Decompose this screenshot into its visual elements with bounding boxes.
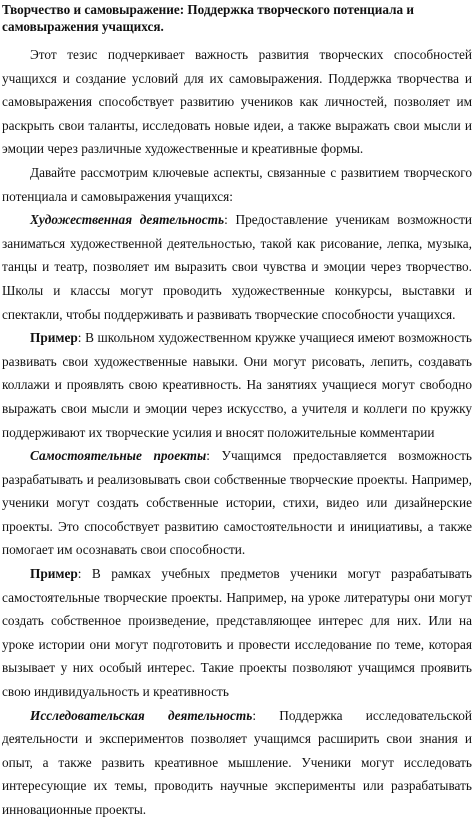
term-heading: Художественная деятельность xyxy=(30,212,225,228)
paragraph-text: : В рамках учебных предметов ученики могут разрабатывать самостоятельные творческие проекты. Например, на уроке литературы они могут создать собственное произведение, представляющее интерес для них. Или на уроке истории они могут подготовить и провести исследование по теме, которая вызывает у них особый интерес. Такие проекты позволяют учащимся проявить свою индивидуальность и креативность xyxy=(2,566,472,700)
paragraph-text: : Учащимся предоставляется возможность разрабатывать и реализовывать свои собственные творческие проекты. Например, ученики могут создать собственные истории, стихи, видео или дизайнерские проекты. Это способствует развитию самостоятельности и инициативы, а также помогает им осознавать свои способности. xyxy=(2,448,472,558)
paragraph-text: Этот тезис подчеркивает важность развития творческих способностей учащихся и создание условий для их самовыражения. Поддержка творчества и самовыражения способствует развитию учеников как личностей, позволяет им раскрыть свои таланты, исследовать новые идеи, а также выражать свои мысли и эмоции через различные художественные и креативные формы. xyxy=(2,47,472,157)
example-label: Пример xyxy=(30,330,78,346)
term-heading: Исследовательская деятельность xyxy=(30,707,253,723)
paragraph-text: Давайте рассмотрим ключевые аспекты, связанные с развитием творческого потенциала и самовыражения учащихся: xyxy=(2,164,472,204)
paragraph-text: : В школьном художественном кружке учащиеся имеют возможность развивать свои художественные навыки. Они могут рисовать, лепить, создавать коллажи и проявлять свою креативность. На занятиях учащиеся могут свободно выражать свои мысли и эмоции через искусство, а учителя и коллеги по кружку поддерживают их творческие усилия и вносят положительные комментарии xyxy=(2,330,472,440)
term-heading: Самостоятельные проекты xyxy=(30,448,207,464)
document-title: Творчество и самовыражение: Поддержка творческого потенциала и самовыражения учащихся. xyxy=(2,2,414,34)
paragraph-example-2 xyxy=(2,562,472,704)
paragraph-independent-projects xyxy=(2,444,472,562)
example-label: Пример xyxy=(30,566,78,582)
paragraph-aspects xyxy=(2,161,472,208)
paragraph-text: : Предоставление ученикам возможности заниматься художественной деятельностью, такой как рисование, лепка, музыка, танцы и театр, позволяет им выразить свои чувства и эмоции через творчество. Школы и классы могут проводить художественные конкурсы, выставки и спектакли, чтобы поддерживать и развивать творческие способности учащихся. xyxy=(2,212,472,322)
paragraph-example-1 xyxy=(2,326,472,444)
paragraph-artistic-activity xyxy=(2,208,472,326)
paragraph-text: : Поддержка исследовательской деятельности и экспериментов позволяет учащимся расширить свои знания и опыт, а также развить креативное мышление. Ученики могут исследовать интересующие их темы, проводить научные эксперименты или разрабатывать инновационные проекты. xyxy=(2,707,472,817)
paragraph-intro xyxy=(2,43,472,161)
paragraph-research-activity xyxy=(2,704,472,822)
